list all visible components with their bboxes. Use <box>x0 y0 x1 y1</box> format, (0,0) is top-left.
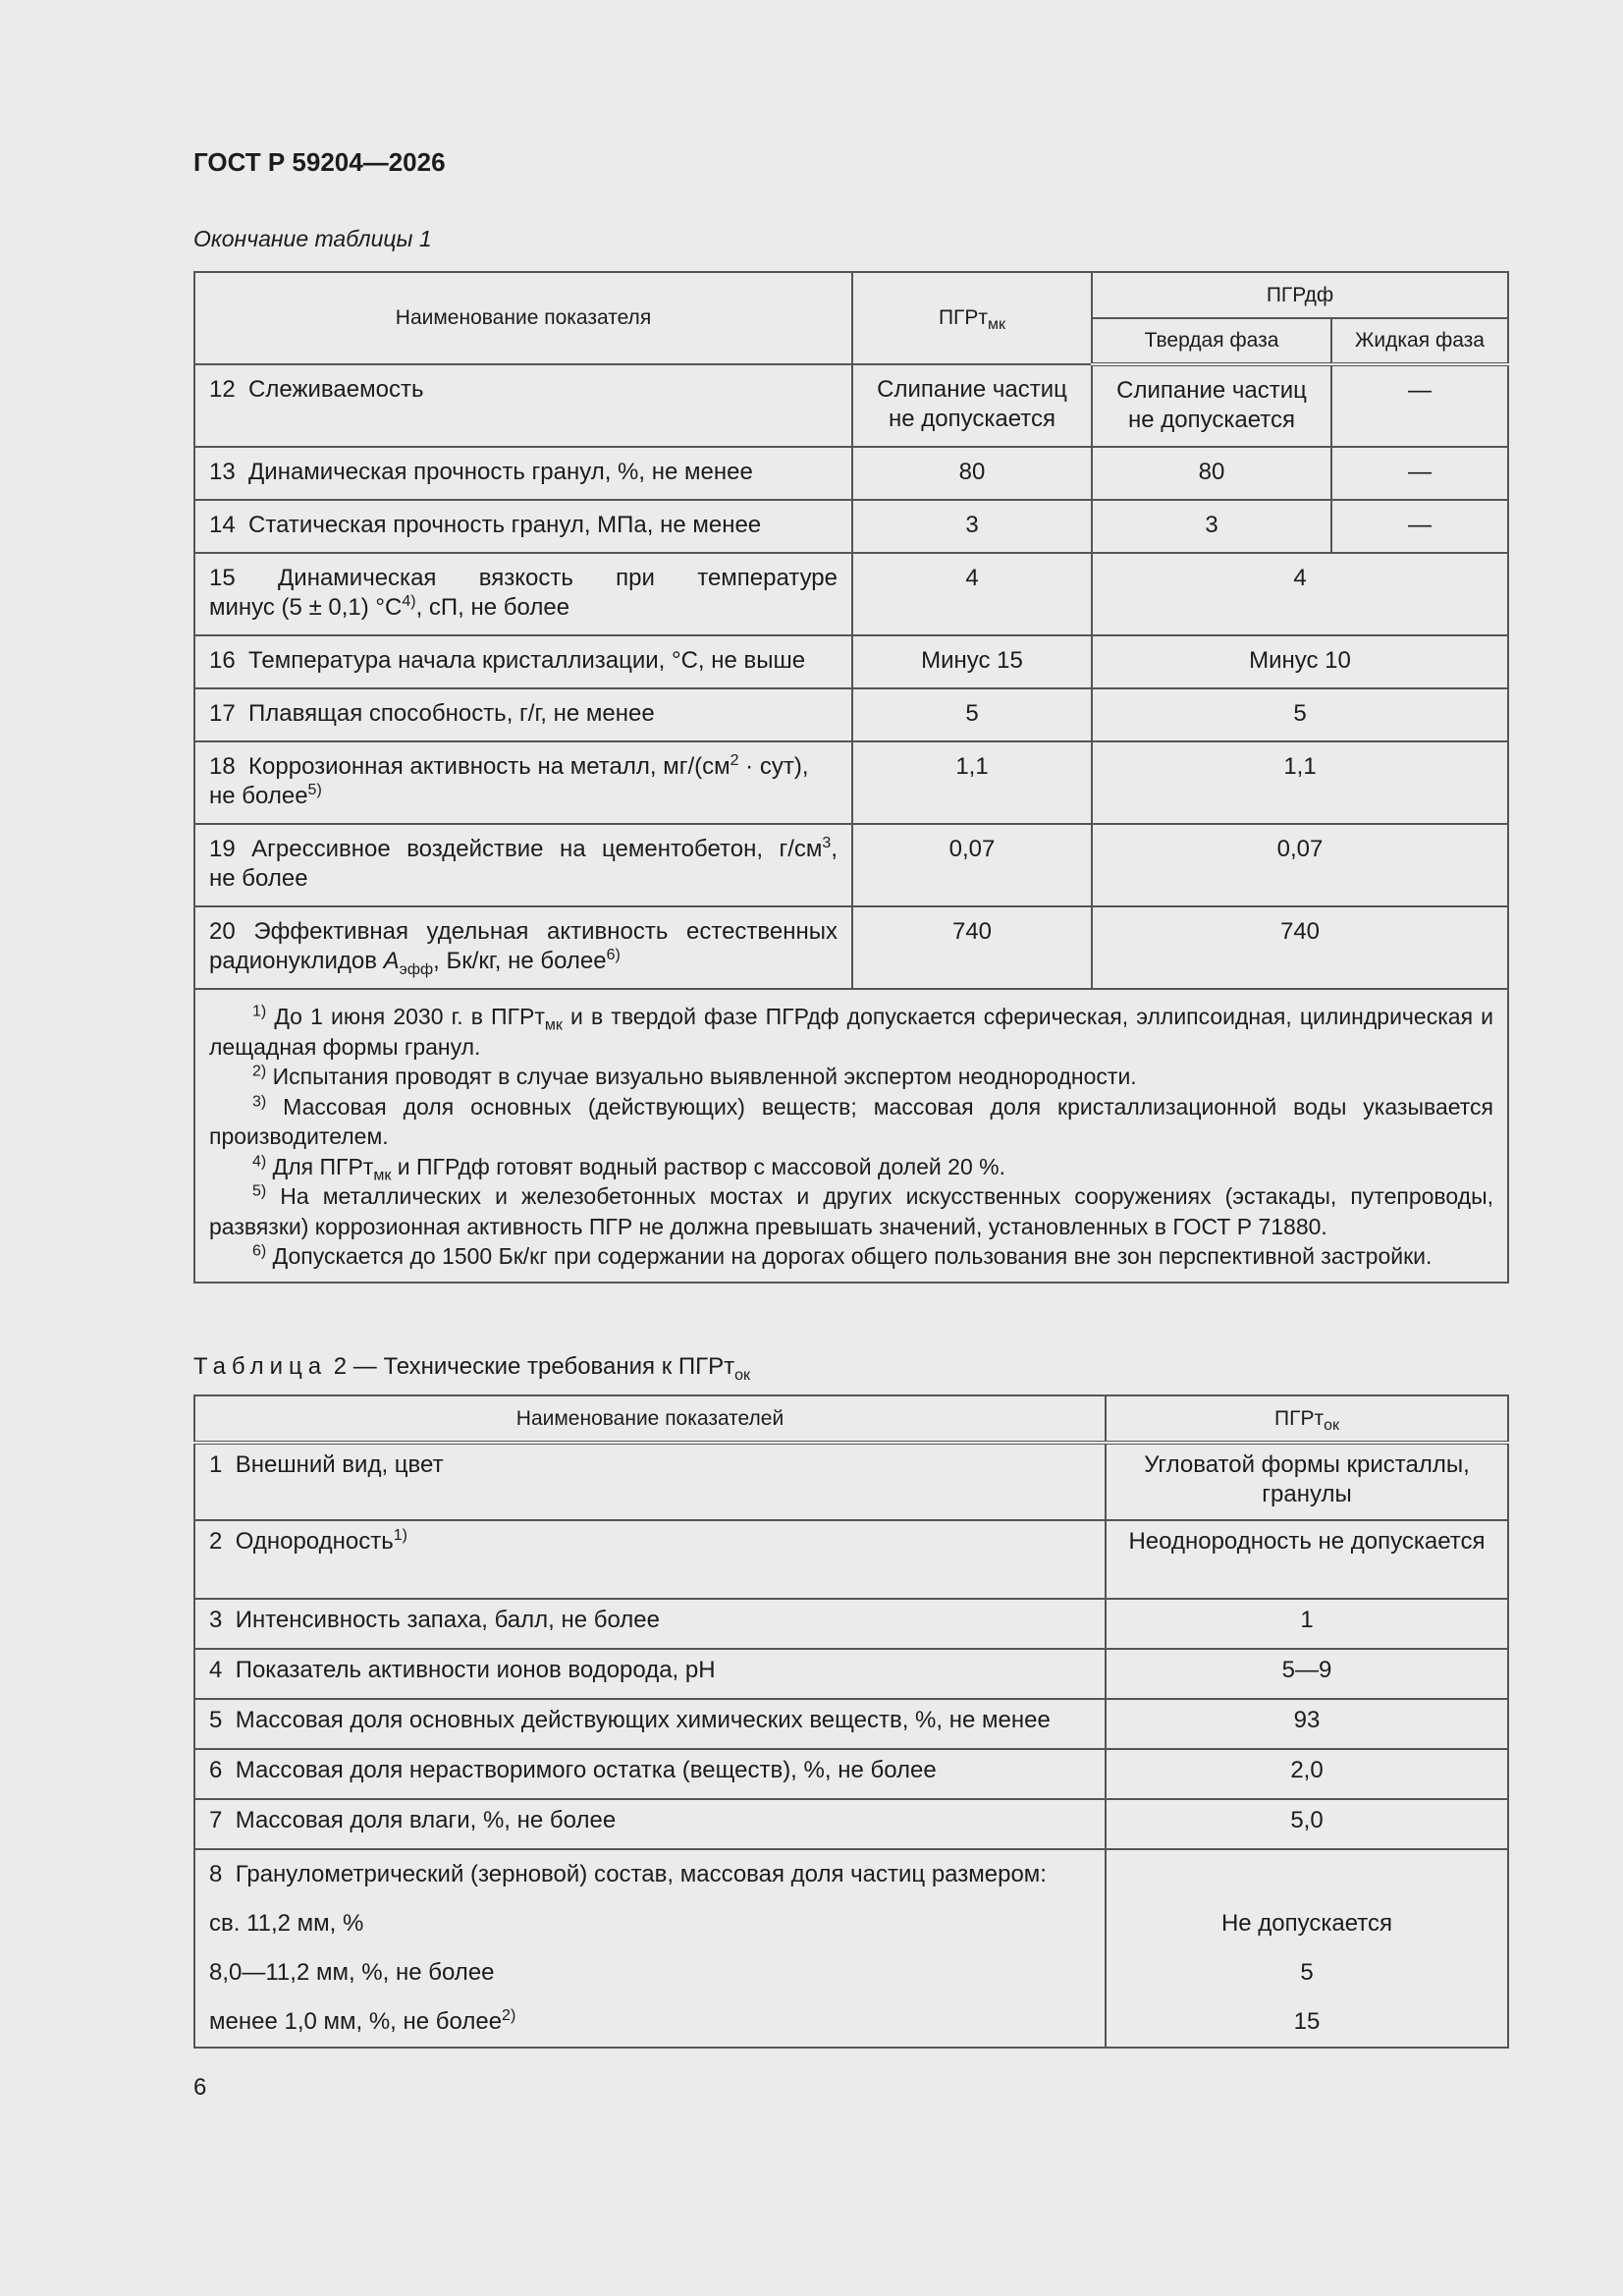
table-row <box>194 1749 1508 1799</box>
indicator-name: 1 Внешний вид, цвет <box>194 1443 1106 1520</box>
indicator-value: 5—9 <box>1106 1649 1508 1699</box>
table-notes-row <box>194 989 1508 1283</box>
size-range-label: менее 1,0 мм, %, не более$^{2)}$ <box>209 2007 516 2035</box>
indicator-value: Угловатой формы кристаллы, гранулы <box>1106 1443 1508 1520</box>
value-pgrdf: 5 <box>1092 688 1508 741</box>
indicator-value: Неоднородность не допускается <box>1106 1520 1508 1599</box>
indicator-name: 3 Интенсивность запаха, балл, не более <box>194 1599 1106 1649</box>
table-row <box>194 1443 1508 1520</box>
indicator-name: 19 Агрессивное воздействие на цементобетон, $г/см^3$, не более <box>194 824 852 906</box>
value-pgrt: 80 <box>852 447 1092 500</box>
header-pgrt-mk: ПГРт$_{мк}$ <box>852 272 1092 364</box>
size-range-value: Не допускается <box>1220 1910 1393 1937</box>
table-row <box>194 500 1508 553</box>
indicator-name: 12 Слеживаемость <box>194 364 852 447</box>
table1-continuation-caption: Окончание таблицы 1 <box>193 226 432 251</box>
footnote-2: $^{2)}$ Испытания проводят в случае визуально выявленной экспертом неоднородности. <box>252 1063 1137 1089</box>
size-range-value: 15 <box>1293 2008 1321 2035</box>
table-row <box>194 688 1508 741</box>
table-row <box>194 635 1508 688</box>
indicator-value <box>1106 1849 1508 2048</box>
value-pgrt: 3 <box>852 500 1092 553</box>
value-pgrt: 5 <box>852 688 1092 741</box>
page-number: 6 <box>193 2074 207 2101</box>
table-row <box>194 906 1508 989</box>
header-solid-phase: Твердая фаза <box>1092 318 1331 364</box>
value-pgrt: 1,1 <box>852 741 1092 824</box>
table-row <box>194 824 1508 906</box>
header-pgrt-ok: ПГРт$_{ок}$ <box>1106 1395 1508 1443</box>
footnote-1: $^{1)}$ До 1 июня 2030 г. в ПГРт$_{мк}$ и в твердой фазе ПГРдф допускается сферическая, эллипсоидная, цилиндрическая и лещадная формы гранул. <box>209 1003 1493 1060</box>
indicator-name: 8 Гранулометрический (зерновой) состав, массовая доля частиц размером: св. 11,2 мм, % 8,0—11,2 мм, %, не более менее 1,0 мм, %, не более$^{2)}$ <box>194 1849 1106 2048</box>
value-pgrt: 740 <box>852 906 1092 989</box>
value-liquid: — <box>1331 447 1508 500</box>
indicator-name: 2 Однородность$^{1)}$ <box>194 1520 1106 1599</box>
value-solid: 80 <box>1092 447 1331 500</box>
table-row <box>194 1799 1508 1849</box>
indicator-value: 2,0 <box>1106 1749 1508 1799</box>
indicator-name: 5 Массовая доля основных действующих химических веществ, %, не менее <box>194 1699 1106 1749</box>
header-indicator-names: Наименование показателей <box>194 1395 1106 1443</box>
indicator-name: 13 Динамическая прочность гранул, %, не менее <box>194 447 852 500</box>
indicator-value: 5,0 <box>1106 1799 1508 1849</box>
table-row <box>194 1699 1508 1749</box>
footnote-4: $^{4)}$ Для ПГРт$_{мк}$ и ПГРдф готовят водный раствор с массовой долей 20 %. <box>252 1152 1005 1184</box>
table-row <box>194 1520 1508 1599</box>
value-pgrt: 4 <box>852 553 1092 635</box>
size-range-label: св. 11,2 мм, % <box>209 1910 364 1937</box>
header-indicator-name: Наименование показателя <box>194 272 852 364</box>
value-solid: Слипание частиц не допускается <box>1092 364 1331 447</box>
value-solid: 3 <box>1092 500 1331 553</box>
table-row <box>194 447 1508 500</box>
indicator-name: 18 Коррозионная активность на металл, $мг/(см^2 \cdot сут)$, не более$^{5)}$ <box>194 741 852 824</box>
document-id: ГОСТ Р 59204—2026 <box>193 147 446 177</box>
table-notes <box>194 989 1508 1283</box>
value-liquid: — <box>1331 364 1508 447</box>
table-row <box>194 741 1508 824</box>
table2-caption: Таблица 2 — Технические требования к ПГРт$_{ок}$ <box>193 1353 751 1384</box>
footnote-6: $^{6)}$ Допускается до 1500 Бк/кг при содержании на дорогах общего пользования вне зон перспективной застройки. <box>252 1242 1433 1269</box>
indicator-name: 20 Эффективная удельная активность естественных радионуклидов $А_{эфф}$, Бк/кг, не более$^{6)}$ <box>194 906 852 989</box>
indicator-name: 15 Динамическая вязкость при температуре минус (5 ± 0,1) $^\circ С^{4)}$, сП, не более <box>194 553 852 635</box>
indicator-name: 7 Массовая доля влаги, %, не более <box>194 1799 1106 1849</box>
value-pgrdf: 740 <box>1092 906 1508 989</box>
value-pgrt: Слипание частиц не допускается <box>852 364 1092 447</box>
indicator-name: 17 Плавящая способность, г/г, не менее <box>194 688 852 741</box>
size-range-value: 5 <box>1300 1959 1314 1986</box>
table-row <box>194 1599 1508 1649</box>
table-2 <box>193 1394 1509 2049</box>
indicator-value: 1 <box>1106 1599 1508 1649</box>
indicator-name: 16 Температура начала кристаллизации, °С, не выше <box>194 635 852 688</box>
indicator-name: 4 Показатель активности ионов водорода, рН <box>194 1649 1106 1699</box>
indicator-name: 14 Статическая прочность гранул, МПа, не менее <box>194 500 852 553</box>
footnote-3: $^{3)}$ Массовая доля основных (действующих) веществ; массовая доля кристаллизационной воды указывается производителем. <box>209 1092 1493 1149</box>
table-row <box>194 553 1508 635</box>
value-pgrdf: Минус 10 <box>1092 635 1508 688</box>
table-row-granulometry <box>194 1849 1508 2048</box>
value-pgrdf: 4 <box>1092 553 1508 635</box>
indicator-value: 93 <box>1106 1699 1508 1749</box>
footnote-5: $^{5)}$ На металлических и железобетонных мостах и других искусственных сооружениях (эстакады, путепроводы, развязки) коррозионная активность ПГР не должна превышать значений, установленных в ГОСТ Р 71880. <box>209 1182 1493 1239</box>
value-pgrdf: 0,07 <box>1092 824 1508 906</box>
table-row <box>194 1649 1508 1699</box>
table-1 <box>193 271 1509 1284</box>
value-pgrt: 0,07 <box>852 824 1092 906</box>
value-pgrdf: 1,1 <box>1092 741 1508 824</box>
header-pgrdf: ПГРдф <box>1092 272 1508 318</box>
header-liquid-phase: Жидкая фаза <box>1331 318 1508 364</box>
value-liquid: — <box>1331 500 1508 553</box>
indicator-name: 6 Массовая доля нерастворимого остатка (веществ), %, не более <box>194 1749 1106 1799</box>
size-range-label: 8,0—11,2 мм, %, не более <box>209 1959 495 1986</box>
table-row <box>194 364 1508 447</box>
value-pgrt: Минус 15 <box>852 635 1092 688</box>
